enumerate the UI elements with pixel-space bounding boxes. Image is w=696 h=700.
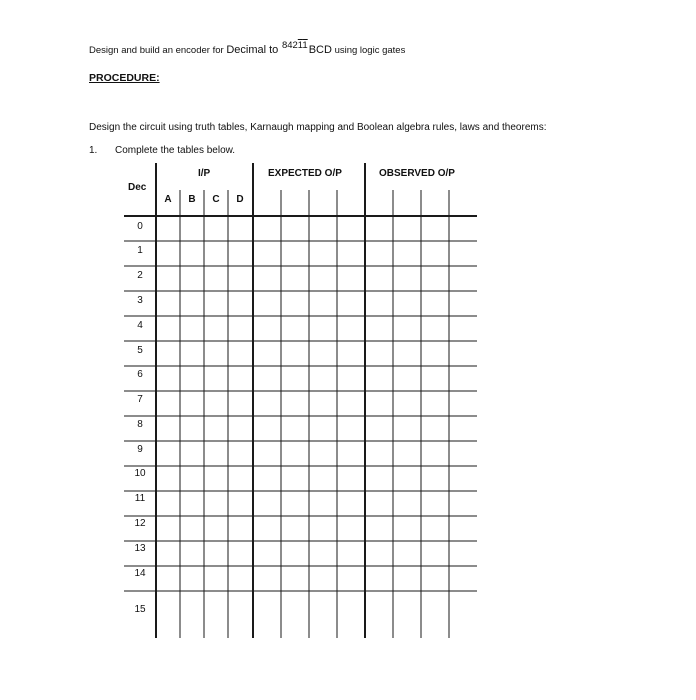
decimal-label: 12 — [134, 518, 146, 529]
title-mid: Decimal to — [226, 44, 279, 56]
input-column-b: B — [188, 194, 196, 205]
title-bcd: BCD — [308, 44, 332, 56]
procedure-heading: PROCEDURE: — [89, 72, 160, 84]
ip-header: I/P — [198, 168, 211, 179]
decimal-label: 7 — [137, 394, 143, 405]
step-number: 1. — [89, 145, 98, 156]
instruction-text: Design the circuit using truth tables, Karnaugh mapping and Boolean algebra rules, laws and theorems: — [89, 122, 547, 133]
code-label: 84211 — [281, 40, 308, 51]
decimal-label: 15 — [134, 604, 146, 615]
title-prefix: Design and build an encoder for — [89, 45, 224, 56]
title-suffix: using logic gates — [334, 45, 406, 56]
input-column-a: A — [164, 194, 172, 205]
decimal-label: 4 — [137, 320, 143, 331]
decimal-label: 3 — [137, 295, 143, 306]
decimal-label: 5 — [137, 345, 143, 356]
decimal-label: 0 — [137, 221, 143, 232]
dec-header: Dec — [128, 182, 147, 193]
decimal-label: 9 — [137, 444, 143, 455]
observed-output-header: OBSERVED O/P — [379, 168, 455, 179]
decimal-label: 2 — [137, 270, 143, 281]
decimal-label: 13 — [134, 543, 146, 554]
decimal-label: 6 — [137, 369, 143, 380]
decimal-label: 8 — [137, 419, 143, 430]
expected-output-header: EXPECTED O/P — [268, 168, 342, 179]
decimal-label: 1 — [137, 245, 143, 256]
decimal-label: 11 — [134, 493, 146, 504]
decimal-label: 10 — [134, 468, 146, 479]
input-column-d: D — [236, 194, 244, 205]
step-text: Complete the tables below. — [115, 145, 236, 156]
input-column-c: C — [212, 194, 220, 205]
decimal-label: 14 — [134, 568, 146, 579]
